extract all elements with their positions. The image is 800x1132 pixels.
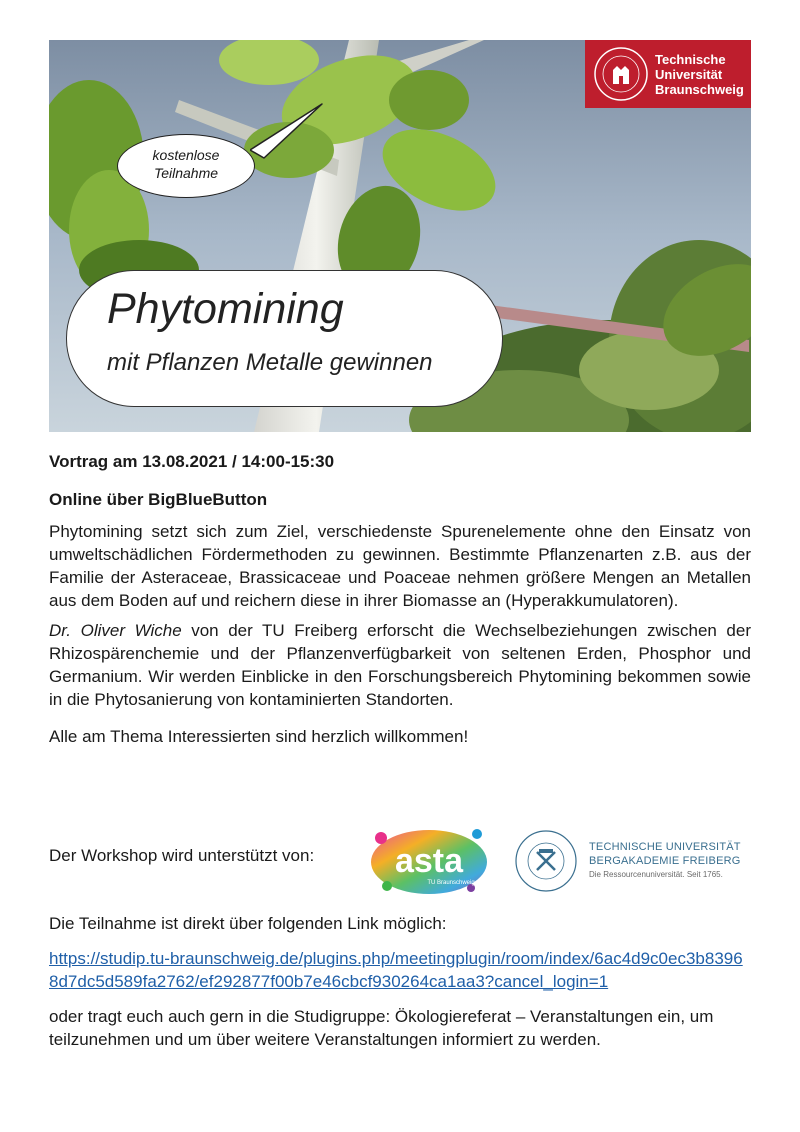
- speaker-name: Dr. Oliver Wiche: [49, 621, 182, 640]
- title-box: [66, 270, 503, 407]
- tu-freiberg-logo: [509, 828, 759, 898]
- join-outro: oder tragt euch auch gern in die Studigruppe: Ökologiereferat – Veranstaltungen ein, um teilzunehmen und um über weitere Veranstaltungen informiert zu werden.: [49, 1007, 714, 1049]
- bubble-tail: [250, 100, 330, 160]
- sponsor-row: [49, 820, 751, 900]
- tu-logo-line2: Universität: [655, 67, 723, 82]
- tu-logo-line3: Braunschweig: [655, 82, 744, 97]
- free-participation-bubble: [117, 134, 255, 198]
- join-link-paragraph: [49, 947, 751, 993]
- bubble-line2: Teilnahme: [153, 165, 219, 181]
- join-section: [49, 912, 751, 1051]
- meeting-link[interactable]: https://studip.tu-braunschweig.de/plugins.php/meetingplugin/room/index/6ac4d9c0ec3b83968d7dc5d589fa2762/ef292877f00b7e46cbcf930264ca1aa3?cancel_login=1: [49, 949, 743, 991]
- main-content: [49, 452, 751, 748]
- tu-seal-icon: [593, 46, 649, 102]
- join-intro: Die Teilnahme ist direkt über folgenden Link möglich:: [49, 914, 447, 933]
- page-title: Phytomining: [107, 285, 344, 333]
- speaker-paragraph: [49, 619, 751, 711]
- asta-logo: [367, 822, 491, 898]
- tu-braunschweig-logo: [585, 40, 751, 108]
- tu-freiberg-line2: BERGAKADEMIE FREIBERG: [589, 855, 741, 867]
- tu-freiberg-line1: TECHNISCHE UNIVERSITÄT: [589, 841, 741, 853]
- bubble-line1: kostenlose: [152, 147, 220, 163]
- tu-logo-line1: Technische: [655, 52, 726, 67]
- asta-logo-subtext: TU Braunschweig: [427, 880, 475, 886]
- event-platform: Online über BigBlueButton: [49, 490, 268, 509]
- page-subtitle: mit Pflanzen Metalle gewinnen: [107, 349, 433, 376]
- welcome-text: Alle am Thema Interessierten sind herzlich willkommen!: [49, 727, 469, 746]
- event-date: Vortrag am 13.08.2021 / 14:00-15:30: [49, 452, 335, 471]
- asta-logo-text: asta: [394, 842, 464, 880]
- intro-paragraph: Phytomining setzt sich zum Ziel, verschiedenste Spurenelemente ohne den Einsatz von umweltschädlichen Fördermethoden zu gewinnen. Bestimmte Pflanzenarten z.B. aus der Familie der Asteraceae, Brassicaceae und Poaceae nehmen größere Mengen an Metallen aus dem Boden auf und reichern diese in ihrer Biomasse an (Hyperakkumulatoren).: [49, 522, 751, 610]
- speaker-description: von der TU Freiberg erforscht die Wechselbeziehungen zwischen der Rhizospärenchemie und der Pflanzenverfügbarkeit von seltenen Erden, Phosphor und Germanium. Wir werden Einblicke in den Forschungsbereich Phytomining bekommen sowie in die Phytosanierung von kontaminierten Standorten.: [49, 621, 751, 709]
- tu-freiberg-tagline: Die Ressourcenuniversität. Seit 1765.: [589, 870, 723, 879]
- sponsor-label: Der Workshop wird unterstützt von:: [49, 846, 315, 865]
- tu-freiberg-seal-icon: [513, 828, 579, 894]
